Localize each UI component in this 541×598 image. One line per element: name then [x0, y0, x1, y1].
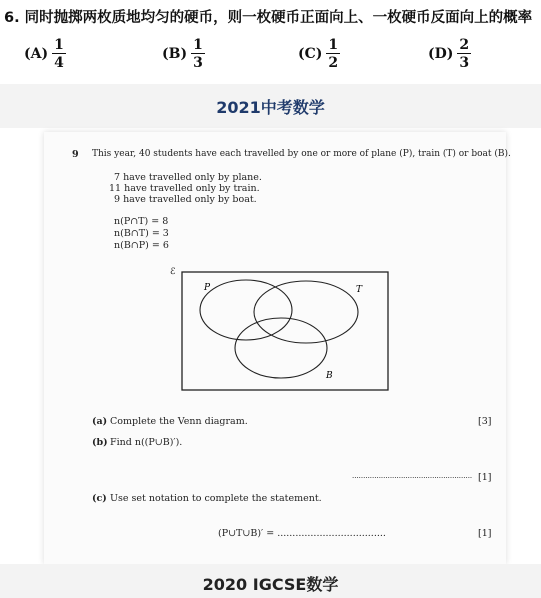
denominator: 3: [459, 55, 470, 71]
question-9-number: 9: [72, 149, 79, 160]
part-a-marks: [3]: [478, 416, 492, 427]
part-b-answer-line[interactable]: ......................................................: [352, 472, 473, 480]
heading-top: 2021中考数学: [216, 98, 325, 117]
set-line: n(B∩T) = 3: [114, 228, 169, 239]
set-t-circle: [254, 281, 358, 343]
set-t-label: T: [356, 285, 363, 295]
part-a-text: Complete the Venn diagram.: [110, 416, 248, 427]
fact-line: 9 have travelled only by boat.: [114, 194, 257, 205]
universal-set-label: ℰ: [170, 267, 176, 277]
denominator: 4: [54, 55, 64, 71]
set-p-label: P: [204, 283, 211, 293]
fact-line: 7 have travelled only by plane.: [114, 172, 262, 183]
option-label: (C): [298, 46, 323, 62]
venn-diagram: [170, 267, 392, 394]
set-line: n(P∩T) = 8: [114, 216, 169, 227]
fraction: [191, 38, 205, 70]
question-9-intro: This year, 40 students have each travelled by one or more of plane (P), train (T) or boat (B).: [92, 149, 511, 159]
option-label: (B): [162, 46, 188, 62]
part-c-statement[interactable]: (P∪T∪B)′ = ....................................: [218, 528, 386, 539]
part-b-label: (b): [92, 437, 108, 448]
set-p-circle: [200, 280, 292, 340]
option-label: (A): [24, 46, 49, 62]
fraction: [326, 38, 340, 70]
option-a: [24, 38, 66, 70]
option-d: [428, 38, 471, 70]
fraction: [457, 38, 471, 70]
part-c-text: Use set notation to complete the statement.: [110, 493, 322, 504]
option-c: [298, 38, 340, 70]
part-b-text: Find n((P∪B)′).: [110, 437, 183, 448]
numerator: 2: [459, 37, 470, 53]
heading-bottom: 2020 IGCSE数学: [202, 575, 339, 594]
set-b-label: B: [326, 371, 333, 381]
numerator: 1: [193, 37, 203, 53]
part-c-marks: [1]: [478, 528, 492, 539]
fact-line: 11 have travelled only by train.: [109, 183, 260, 194]
part-a-label: (a): [92, 416, 108, 427]
question-6-text: 6. 同时抛掷两枚质地均匀的硬币，则一枚硬币正面向上、一枚硬币反面向上的概率: [4, 10, 533, 26]
numerator: 1: [54, 37, 64, 53]
set-line: n(B∩P) = 6: [114, 240, 169, 251]
numerator: 1: [328, 37, 339, 53]
option-label: (D): [428, 46, 454, 62]
part-b-marks: [1]: [478, 472, 492, 483]
part-c-label: (c): [92, 493, 107, 504]
option-b: [162, 38, 205, 70]
set-b-circle: [235, 318, 327, 378]
denominator: 2: [328, 55, 339, 71]
denominator: 3: [193, 55, 203, 71]
fraction: [52, 38, 66, 70]
